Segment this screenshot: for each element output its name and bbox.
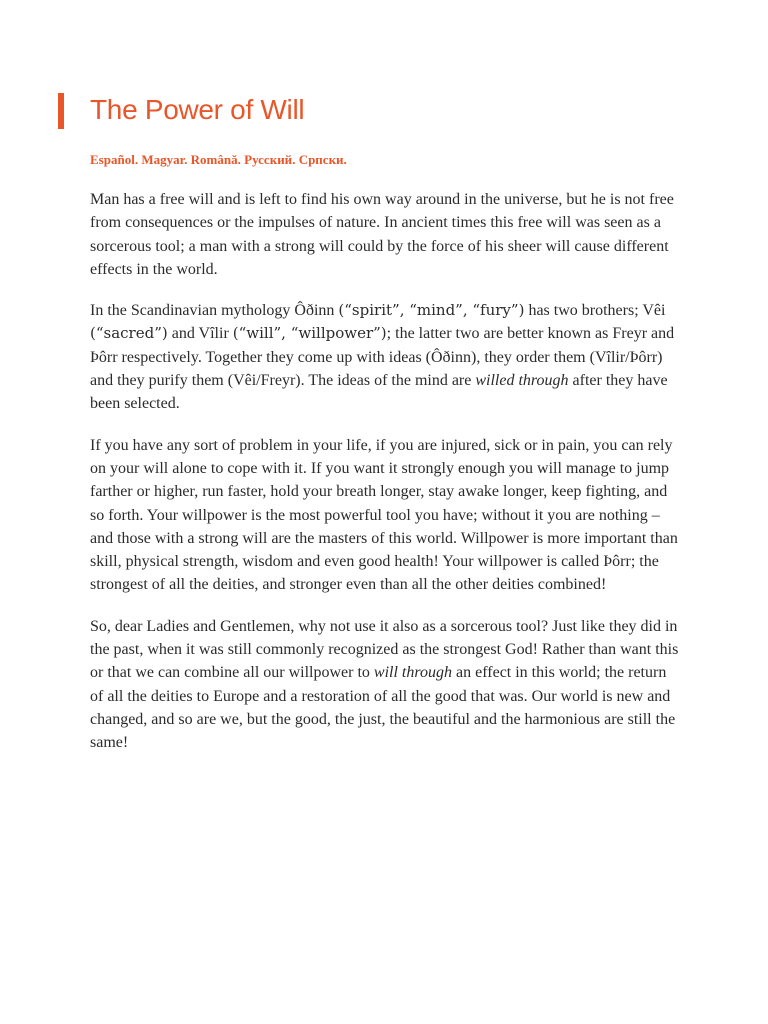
title-accent-bar — [58, 93, 64, 129]
language-link-magyar[interactable]: Magyar — [141, 152, 185, 167]
vilir-meaning: (“will”, “willpower”) — [232, 324, 387, 343]
odinn-meaning: (“spirit”, “mind”, “fury”) — [338, 301, 525, 320]
language-separator: . — [134, 152, 142, 167]
paragraph-1: Man has a free will and is left to find his own way around in the universe, but he is not free from consequences or the impulses of nature. In ancient times this free will was seen as a sorcerous tool; a man with a strong will could by the force of his sheer will cause different effects in the world. — [90, 191, 674, 278]
language-separator: . — [292, 152, 299, 167]
paragraph-2 — [90, 299, 680, 415]
paragraph-2-text: ; the latter two are better known as Freyr and Þôrr respectively. Together they come up with ideas (Ôðinn), they order them (Vîlir/Þôrr) and they purify them (Vêi/Freyr). The ideas of the mind are — [90, 325, 675, 390]
paragraph-4-text: an effect in this world; the return of all the deities to Europe and a restoration of all the good that was. Our world is new and changed, and so are we, but the good, the just, the beautiful and the harmonious are still the same! — [90, 664, 676, 752]
language-link-serbian[interactable]: Српски — [298, 152, 344, 167]
will-through-emphasis: will through — [373, 664, 453, 682]
language-separator: . — [184, 152, 191, 167]
article-body — [90, 188, 680, 773]
paragraph-2-text: In the Scandinavian mythology Ôðinn — [90, 302, 339, 320]
paragraph-2-text: after they have been selected. — [90, 372, 668, 413]
page-title: The Power of Will — [90, 94, 305, 125]
language-separator: . — [237, 152, 245, 167]
paragraph-2-text: and Vîlir — [167, 325, 233, 343]
vei-meaning: (“sacred”) — [90, 324, 168, 343]
language-link-espanol[interactable]: Español — [90, 152, 135, 167]
language-end-mark: . — [343, 152, 347, 167]
language-link-russian[interactable]: Русский — [244, 152, 293, 167]
willed-through-emphasis: willed through — [475, 372, 569, 390]
paragraph-2-text: has two brothers; Vêi — [524, 302, 666, 320]
paragraph-4-text: So, dear Ladies and Gentlemen, why not use it also as a sorcerous tool? Just like they did in the past, when it was still commonly recognized as the strongest God! Rather than want this or that we can combine all our willpower to — [90, 617, 679, 682]
language-links — [90, 151, 347, 169]
paragraph-3: If you have any sort of problem in your life, if you are injured, sick or in pain, you can rely on your will alone to cope with it. If you want it strongly enough you will manage to jump farther or higher, run faster, hold your breath longer, stay awake longer, keep fighting, and so forth. Your willpower is the most powerful tool you have; without it you are nothing – and those with a strong will are the masters of this world. Willpower is more important than skill, physical strength, wisdom and even good health! Your willpower is called Þôrr; the strongest of all the deities, and stronger even than all the other deities combined! — [90, 436, 678, 594]
paragraph-4 — [90, 615, 680, 755]
language-link-romana[interactable]: Română — [190, 152, 238, 167]
